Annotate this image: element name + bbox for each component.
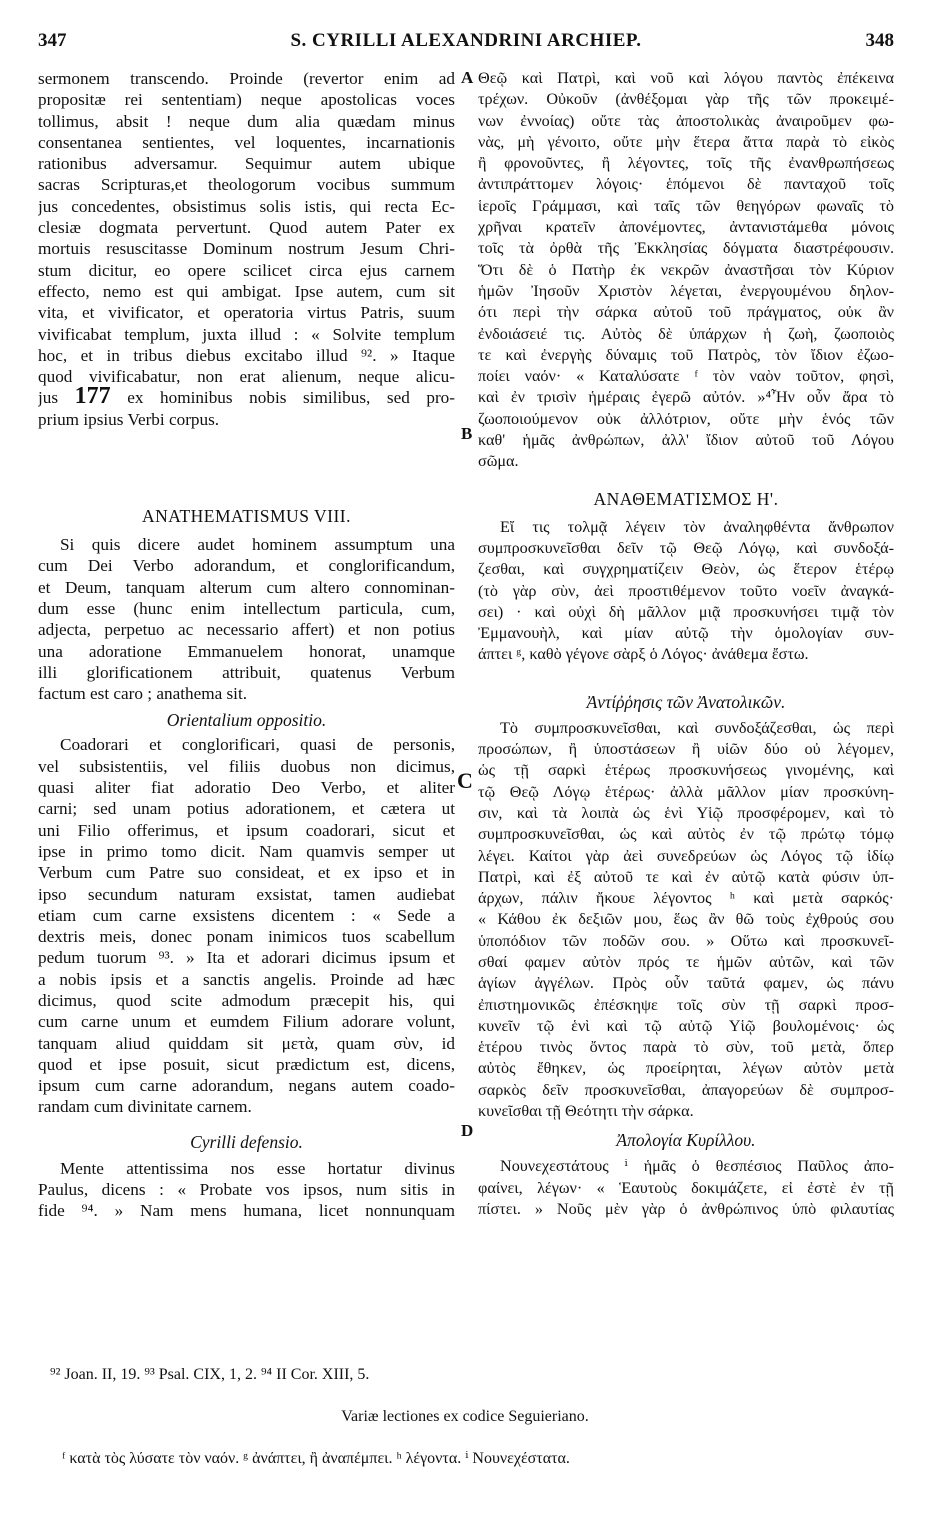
- text-line: ἀντιπράττομεν λόγοις· ἑπόμενοι δὲ πανταχοῦ τοῖς: [478, 175, 894, 194]
- text-line: sermonem transcendo. Proinde (revertor enim ad: [38, 69, 455, 88]
- text-line: τρέχων. Οὐκοῦν (ἀνθέξομαι γὰρ τῆς τῶν προκειμέ-: [478, 90, 894, 109]
- text-line: effecto, nemo est qui ambigat. Ipse autem, cum sit: [38, 281, 455, 301]
- latin-line-177: jus 177 ex hominibus nobis similibus, sed pro-: [38, 387, 455, 408]
- greek-oppositio-end: κυνεῖσθαι τῇ Θεότητι τὴν σάρκα.: [478, 1102, 694, 1121]
- running-header: [38, 30, 894, 60]
- text-line: συμπροσκυνεῖσθαι, ὡς καὶ αὐτὸς ἐν τῷ πρώτῳ τόμῳ: [478, 825, 894, 844]
- text-line: vita, et vivificator, et operatoria virtus Patris, suum: [38, 303, 455, 323]
- greek-line-end: σῶμα.: [478, 452, 519, 471]
- latin-line-end: prium ipsius Verbi corpus.: [38, 409, 220, 429]
- text-line: νὰς, μὴ γένοιτο, οὔτε μὴν ἕτερα ἄττα παρὰ τὸ εἰκὸς: [478, 132, 894, 151]
- text-line: ὡς τῇ σαρκὶ ἑτέρως προσκυνήσεως γινομένης, καὶ: [478, 761, 894, 780]
- text-line: ἡμῶν Ἰησοῦν Χριστὸν λέγεται, ἐνεργουμένου δηλον-: [478, 281, 894, 300]
- greek-column: [478, 68, 894, 1220]
- text-line: etiam cum carne exsistens dicentem : « Sede a: [38, 905, 455, 925]
- greek-oppositio-heading: Ἀντίῤῥησις τῶν Ἀνατολικῶν.: [586, 691, 786, 712]
- text-line: άρχων, πάλιν ἤκουε λέγοντος ʰ καὶ μετὰ σαρκός·: [478, 889, 894, 908]
- text-line: Θεῷ καὶ Πατρὶ, καὶ νοῦ καὶ λόγου παντὸς ἐπέκεινα: [478, 69, 894, 87]
- text-line: συμπροσκυνεῖσθαι δεῖν τῷ Θεῷ Λόγῳ, καὶ συνδοξά-: [478, 538, 894, 557]
- text-line: ἁγίων ἀγγέλων. Πρὸς οὖν ταῦτά φαμεν, ὡς πάνυ: [478, 974, 894, 993]
- text-line: quasi aliter fiat adoratio Deo Verbo, et aliter: [38, 778, 455, 798]
- page-number-left: 347: [38, 30, 67, 51]
- text-line: stum dicitur, eo opere scilicet circa ejus carnem: [38, 260, 455, 280]
- text-line: Coadorari et conglorificari, quasi de personis,: [60, 735, 455, 755]
- margin-marker-b: B: [461, 424, 473, 443]
- greek-anathematism-end: άπτει ᵍ, καθὸ γέγονε σὰρξ ὁ Λόγος· ἀνάθεμα ἔστω.: [478, 645, 809, 664]
- text-line: sacras Scripturas,et theologorum vocibus summum: [38, 175, 455, 195]
- text-line: mortuis resuscitasse Dominum nostrum Jesum Chri-: [38, 239, 455, 259]
- text-line: ἐνδοιάσειέ τις. Αὐτὸς δὲ ὑπάρχων ἡ ζωὴ, ζωοποιὸς: [478, 324, 894, 343]
- latin-defensio-heading: Cyrilli defensio.: [190, 1131, 303, 1152]
- greek-defensio-heading: Ἀπολογία Κυρίλλου.: [616, 1130, 756, 1151]
- text-line: αὐτὸς ἔθηκεν, ὡς προείρηται, λέγων αὐτὸν μετὰ: [478, 1059, 894, 1078]
- text-line: τοῖς τὰ ὀρθὰ τῆς Ἐκκλησίας δόγματα διαστρέφουσιν.: [478, 239, 894, 258]
- text-line: ποίει ναόν· « Καταλύσατε ᶠ τὸν ναὸν τοῦτον, φησὶ,: [478, 367, 894, 386]
- latin-text-continued: [38, 68, 455, 387]
- text-line: ότι περὶ τὴν σάρκα αὐτοῦ τοῦ πράγματος, οὐκ ἂν: [478, 303, 894, 322]
- text-line: adjecta, perpetuo ac necessario affert) et non potius: [38, 620, 455, 640]
- margin-marker-a: A: [461, 68, 474, 87]
- text-line: propositæ rei sententiam) neque apostolicas voces: [38, 90, 455, 110]
- greek-oppositio-text: [478, 718, 894, 1101]
- text-line: rationibus adversamur. Sequimur autem ubique: [38, 154, 455, 174]
- text-line: χρῆναι κρατεῖν ἀπονέμοντες, ἀντανιστάμεθα μόνοις: [478, 218, 894, 237]
- text-line: σαρκὸς δεῖν προσκυνεῖσθαι, ἀπαγορεύων δὲ συμπροσ-: [478, 1080, 894, 1099]
- text-line: Mente attentissima nos esse hortatur divinus: [60, 1158, 455, 1178]
- greek-anathematism-text: [478, 517, 894, 645]
- latin-oppositio-heading: Orientalium oppositio.: [166, 710, 327, 731]
- text-line: Verbum cum Patre suo consideat, et ex ipso et in: [38, 863, 455, 883]
- text-line: Paulus, dicens : « Probate vos ipsos, num sitis in: [38, 1180, 455, 1200]
- text-line: ἱεροῖς Γράμμασι, καὶ ταῖς τῶν θεηγόρων φωναῖς τὸ: [478, 196, 894, 215]
- text-line: tollimus, absit ! neque dum alia quædam minus: [38, 111, 455, 131]
- text-line: Si quis dicere audet hominem assumptum una: [60, 535, 455, 555]
- text-line: Ὅτι δὲ ὁ Πατὴρ ἐκ νεκρῶν ἀναστῆσαι τὸν Κύριον: [478, 260, 894, 279]
- text-line: fide ⁹⁴. » Nam mens humana, licet nonnunquam: [38, 1201, 455, 1221]
- text-line: vel subsistentiis, vel filiis duobus non dicimus,: [38, 756, 455, 776]
- text-line: λέγει. Καίτοι γὰρ ἀεὶ συνεδρεύων ὡς Λόγος τῷ ἰδίῳ: [478, 846, 894, 865]
- text-line: a nobis ipsis et a sanctis angelis. Proinde ad hæc: [38, 969, 455, 989]
- latin-oppositio-text: [38, 734, 455, 1096]
- variae-lectiones: ᶠ κατὰ τὸς λύσατε τὸν ναόν. ᵍ ἀνάπτει, ἢ ἀναπέμπει. ʰ λέγοντα. ⁱ Νουνεχέστατα.: [62, 1450, 570, 1467]
- latin-oppositio-end: randam cum divinitate carnem.: [38, 1097, 252, 1117]
- text-line: ipso secundum naturam exsistat, tamen audiebat: [38, 884, 455, 904]
- text-line: consentanea sentientes, vel loquentes, incarnationis: [38, 132, 455, 152]
- text-line: Τὸ συμπροσκυνεῖσθαι, καὶ συνδοξάζεσθαι, ὡς περὶ: [500, 718, 894, 737]
- text-line: ipsum cum carne adorandum, negans autem coado-: [38, 1076, 455, 1096]
- page-number-right: 348: [865, 30, 894, 51]
- margin-marker-c: C: [457, 768, 473, 793]
- text-line: καὶ ἐν τρισὶν ἡμέραις ἐγερῶ αὐτόν. »⁴Ἦν οὖν ἄρα τὸ: [478, 388, 894, 407]
- text-line: ζεσθαι, καὶ συγχρηματίζειν Θεὸν, ὡς ἕτερον ἑτέρῳ: [478, 560, 894, 579]
- text-line: προσώπων, ἢ ὑποστάσεων ἢ υἱῶν δύο οὐ λέγομεν,: [478, 740, 894, 759]
- text-line: ζωοποιούμενον οὐκ ἀλλότριον, οὔτε μὴν ἑνός τῶν: [478, 409, 894, 428]
- latin-anathematism-end: factum est caro ; anathema sit.: [38, 684, 248, 704]
- text-line: cum carne unum et eumdem Filium adorare volunt,: [38, 1012, 455, 1032]
- text-line: pedum tuorum ⁹³. » Ita et adorari dicimus ipsum et: [38, 948, 455, 968]
- text-line: τε καὶ ἐνεργὴς δύναμις τοῦ Πατρὸς, τὸν ἴδιον ἐζωο-: [478, 345, 894, 364]
- text-line: τῷ Θεῷ Λόγῳ ἑτέρως· ἀλλὰ μᾶλλον μίαν προσκύνη-: [478, 782, 894, 801]
- text-line: φαίνει, λέγων· « Ἑαυτοὺς δοκιμάζετε, εἰ ἐστὲ ἐν τῇ: [478, 1178, 894, 1197]
- text-line: vivificabat templum, juxta illud : « Solvite templum: [38, 324, 455, 344]
- footnotes: ⁹² Joan. II, 19. ⁹³ Psal. CIX, 1, 2. ⁹⁴ II Cor. XIII, 5.: [50, 1366, 370, 1383]
- text-line: uni Filio offerimus, et ipsum coadorari, sicut et: [38, 820, 455, 840]
- latin-anathematism-heading: ANATHEMATISMUS VIII.: [142, 506, 351, 527]
- text-line: tanquam aliud quiddam sit μετὰ, quam σὺν, id: [38, 1033, 455, 1053]
- text-line: πίστει. » Νοῦς μὲν γὰρ ὁ ἀνθρώπινος ὑπὸ φιλαυτίας: [478, 1199, 894, 1218]
- text-line: Εἴ τις τολμᾷ λέγειν τὸν ἀναληφθέντα ἄνθρωπον: [500, 517, 894, 536]
- text-line: jus concedentes, obsistimus solis istis, qui recta Ec-: [38, 196, 455, 216]
- text-line: ἑτέρου τινὸς ὄντος παρὰ τὸ σὺν, τοῦ μετὰ, ὅπερ: [478, 1038, 894, 1057]
- text-line: (τὸ γὰρ σὺν, ἀεὶ προστιθέμενον τοῦτο νοεῖν ἀναγκά-: [478, 581, 894, 600]
- text-line: dum esse (hunc enim intellectum particula, cum,: [38, 598, 455, 618]
- greek-text-continued: [478, 68, 894, 451]
- text-line: νων ἐννοίας) οὔτε τὰς ἀποστολικὰς ἀναιροῦμεν φω-: [478, 111, 894, 130]
- text-line: carni; sed unam potius adorationem, et cætera ut: [38, 799, 455, 819]
- text-line: dicimus, quod scite admodum præcepit his, qui: [38, 990, 455, 1010]
- text-line: hoc, et in tribus diebus excitabo illud ⁹². » Itaque: [38, 345, 455, 365]
- text-line: dextris meis, donec ponam inimicos tuos scabellum: [38, 927, 455, 947]
- text-line: cum Dei Verbo adorandum, et conglorificandum,: [38, 556, 455, 576]
- latin-column: [38, 68, 455, 1222]
- text-line: Ἐμμανουὴλ, καὶ μίαν αὐτῷ τὴν ὁμολογίαν συν-: [478, 624, 894, 643]
- running-title: S. CYRILLI ALEXANDRINI ARCHIEP.: [290, 30, 642, 51]
- variae-lectiones-title: Variæ lectiones ex codice Seguieriano.: [341, 1408, 589, 1425]
- text-line: ipse in primo tomo dicit. Nam quamvis semper ut: [38, 841, 455, 861]
- latin-defensio-text: [38, 1158, 455, 1222]
- text-line: quod vivificabatur, non erat alienum, neque alicu-: [38, 367, 455, 387]
- text-line: « Κάθου ἐκ δεξιῶν μου, ἕως ἂν θῶ τοὺς ἐχθρούς σου: [478, 910, 894, 929]
- greek-defensio-text: [478, 1156, 894, 1220]
- text-line: quod et ipse posuit, sicut prædictum est, dicens,: [38, 1054, 455, 1074]
- margin-marker-d: D: [461, 1121, 474, 1140]
- latin-anathematism-text: [38, 534, 455, 683]
- text-line: ἢ φρονοῦντες, ἢ λέγοντες, τοῖς τῆς ἐνανθρωπήσεως: [478, 154, 894, 173]
- text-line: σει) · καὶ οὐχὶ δὴ μᾶλλον μιᾷ προσκυνήσει τιμᾷ τὸν: [478, 602, 894, 621]
- text-line: clesiæ dogmata pervertunt. Quod autem Pater ex: [38, 218, 455, 238]
- greek-anathematism-heading: ΑΝΑΘΕΜΑΤΙΣΜΟΣ Η'.: [593, 488, 779, 509]
- text-line: ἐπιστημονικῶς ἐπέσκηψε τοῖς σὺν τῇ σαρκὶ προσ-: [478, 995, 894, 1014]
- text-line: σθαί φαμεν αὐτὸν πρός τε ἡμῶν αὐτῶν, καὶ τῶν: [478, 952, 894, 971]
- text-line: illi glorificationem attribuit, quatenus Verbum: [38, 662, 455, 682]
- text-line: σιν, καὶ τὰ λοιπὰ ὡς ἑνὶ Υἱῷ προσφέρομεν, καὶ τὸ: [478, 803, 894, 822]
- text-line: et Deum, tanquam alterum cum altero connominan-: [38, 577, 455, 597]
- text-line: ὑποπόδιον τῶν ποδῶν σου. » Οὕτω καὶ προσκυνεῖ-: [478, 931, 894, 950]
- text-line: Πατρὶ, καὶ ἐξ αὐτοῦ τε καὶ ἐν αὐτῷ κατὰ φύσιν ὑπ-: [478, 867, 894, 886]
- text-line: una adoratione Emmanuelem honorat, unamque: [38, 641, 455, 661]
- column-number: 177: [74, 387, 111, 409]
- text-line: κυνεῖν τῷ ἑνὶ καὶ τῷ αὐτῷ Υἱῷ βουλομένοις· ὡς: [478, 1016, 894, 1035]
- text-line: Νουνεχεστάτους ⁱ ἡμᾶς ὁ θεσπέσιος Παῦλος ἀπο-: [500, 1157, 894, 1176]
- text-line: καθ' ἡμᾶς ἀνθρώπων, ἀλλ' ἴδιον αὐτοῦ τοῦ Λόγου: [478, 431, 894, 450]
